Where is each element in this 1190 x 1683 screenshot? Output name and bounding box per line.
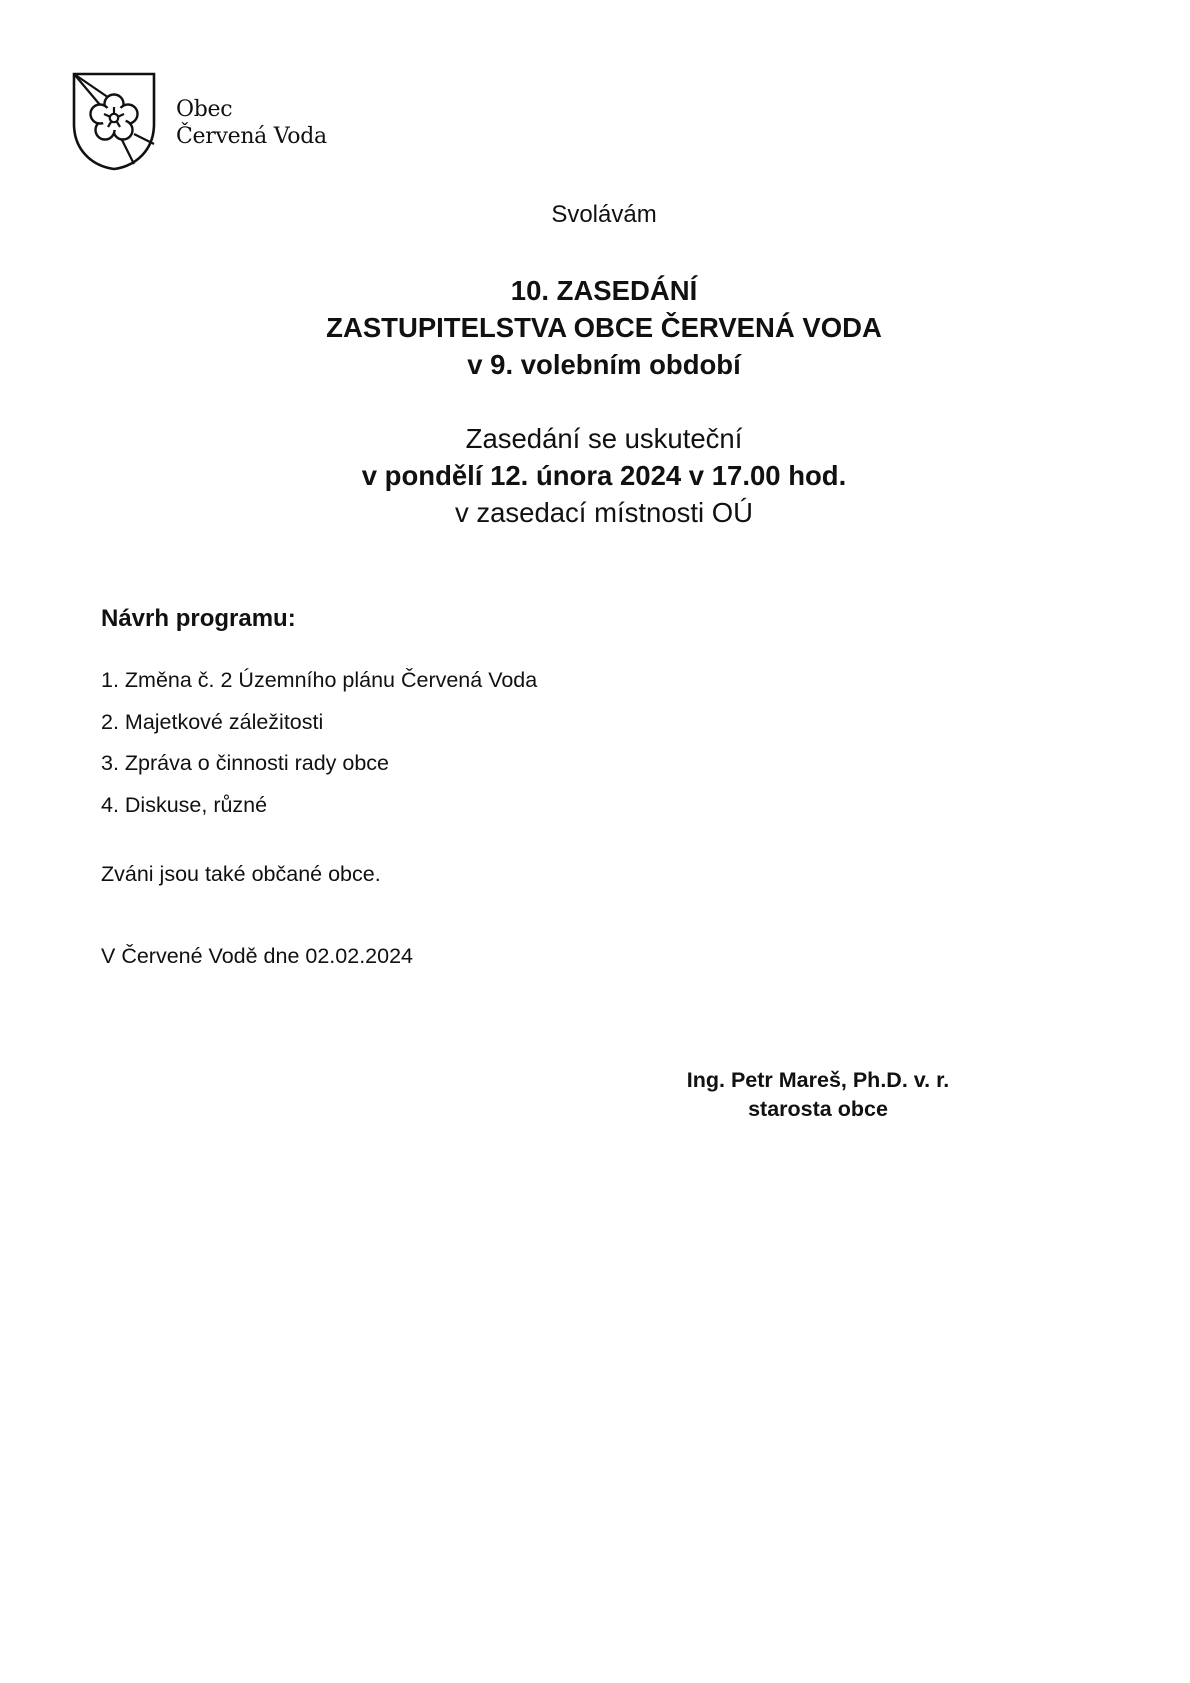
title-line-term: v 9. volebním období — [467, 349, 741, 380]
logo-line-name: Červená Voda — [176, 124, 327, 149]
meeting-location: v zasedací místnosti OÚ — [454, 497, 753, 528]
signatory-role: starosta obce — [748, 1097, 888, 1121]
program-list — [101, 666, 537, 832]
meeting-intro: Zasedání se uskuteční — [465, 423, 743, 454]
title-line-session: 10. ZASEDÁNÍ — [510, 275, 698, 306]
signature-block — [668, 1066, 968, 1124]
program-item: 3. Zpráva o činnosti rady obce — [101, 751, 390, 775]
signatory-name: Ing. Petr Mareš, Ph.D. v. r. — [686, 1068, 950, 1092]
program-item: 4. Diskuse, různé — [101, 792, 268, 817]
coat-of-arms-rose-shield-icon — [72, 72, 156, 172]
municipality-name — [176, 96, 327, 150]
place-and-date: V Červené Vodě dne 02.02.2024 — [101, 944, 414, 968]
municipality-logo — [72, 72, 327, 172]
title-line-council: ZASTUPITELSTVA OBCE ČERVENÁ VODA — [326, 312, 882, 343]
program-item: 2. Majetkové záležitosti — [101, 709, 324, 734]
program-heading: Návrh programu: — [101, 605, 296, 632]
convene-text: Svolávám — [551, 201, 657, 228]
invitation-note: Zváni jsou také občané obce. — [101, 862, 381, 886]
meeting-details — [0, 420, 1190, 531]
logo-line-obec: Obec — [176, 97, 233, 122]
program-item: 1. Změna č. 2 Územního plánu Červená Voda — [101, 668, 538, 692]
meeting-datetime: v pondělí 12. února 2024 v 17.00 hod. — [361, 460, 847, 491]
document-title — [0, 272, 1190, 383]
